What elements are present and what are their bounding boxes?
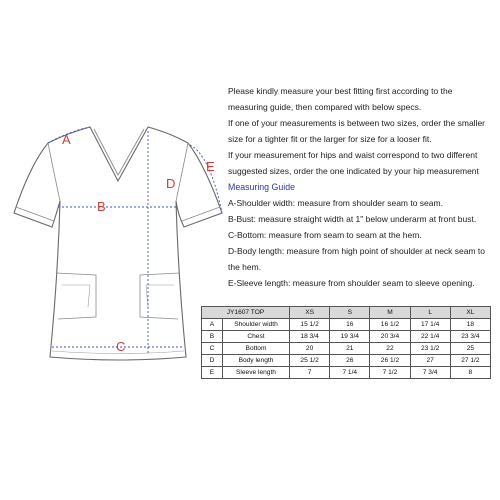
table-cell: 20 [290,343,330,355]
table-cell: 20 3/4 [370,331,410,343]
table-cell: 18 [450,319,490,331]
table-row [202,367,491,379]
table-cell: 7 [290,367,330,379]
label-e: E [206,159,215,174]
table-cell: 16 [330,319,370,331]
guide-line-d-continued: the hem. [228,262,262,272]
row-code: C [202,343,223,355]
table-header-row [202,307,491,319]
row-code: A [202,319,223,331]
table-cell: 7 1/2 [370,367,410,379]
measuring-instructions [228,83,493,291]
label-d: D [166,176,176,191]
row-code: E [202,367,223,379]
guide-line-b: B-Bust: measure straight width at 1" below underarm at front bust. [228,214,477,224]
table-cell: 21 [330,343,370,355]
instruction-line: size for a tighter fit or the larger for size for a looser fit. [228,134,432,144]
table-cell: 17 1/4 [410,319,450,331]
table-cell: 16 1/2 [370,319,410,331]
table-cell: 8 [450,367,490,379]
table-row [202,331,491,343]
row-measurement-name: Bottom [223,343,290,355]
table-row [202,355,491,367]
row-measurement-name: Sleeve length [223,367,290,379]
table-cell: 27 [410,355,450,367]
style-number-header: JY1607 TOP [202,307,290,319]
table-cell: 22 [370,343,410,355]
measuring-guide-heading: Measuring Guide [228,182,295,192]
table-cell: 27 1/2 [450,355,490,367]
row-measurement-name: Chest [223,331,290,343]
table-cell: 22 1/4 [410,331,450,343]
scrub-top-diagram [0,95,235,395]
size-chart-table [201,306,491,379]
scrub-top-drawing [0,95,235,395]
table-cell: 25 [450,343,490,355]
guide-line-e: E-Sleeve length: measure from shoulder seam to sleeve opening. [228,278,475,288]
table-cell: 15 1/2 [290,319,330,331]
table-cell: 26 1/2 [370,355,410,367]
instruction-line: Please kindly measure your best fitting first according to the [228,86,453,96]
table-cell: 18 3/4 [290,331,330,343]
size-header-xl: XL [450,307,490,319]
instruction-line: measuring guide, then compared with below specs. [228,102,422,112]
guide-line-d: D-Body length: measure from high point of shoulder at neck seam to [228,246,486,256]
guide-line-a: A-Shoulder width: measure from shoulder seam to seam. [228,198,443,208]
size-header-s: S [330,307,370,319]
table-cell: 7 1/4 [330,367,370,379]
table-cell: 23 3/4 [450,331,490,343]
table-cell: 25 1/2 [290,355,330,367]
label-c: C [116,339,126,354]
size-header-xs: XS [290,307,330,319]
row-code: B [202,331,223,343]
row-measurement-name: Body length [223,355,290,367]
label-b: B [97,199,106,214]
row-code: D [202,355,223,367]
table-cell: 26 [330,355,370,367]
table-row [202,319,491,331]
shirt-outline [14,127,222,360]
instruction-line: suggested sizes, order the one indicated by your hip measurement [228,166,479,176]
table-cell: 19 3/4 [330,331,370,343]
size-header-m: M [370,307,410,319]
row-measurement-name: Shoulder width [223,319,290,331]
instruction-line: If one of your measurements is between two sizes, order the smaller [228,118,486,128]
label-a: A [62,132,71,147]
table-cell: 23 1/2 [410,343,450,355]
instruction-line: If your measurement for hips and waist correspond to two different [228,150,478,160]
guide-line-c: C-Bottom: measure from seam to seam at the hem. [228,230,422,240]
size-header-l: L [410,307,450,319]
table-row [202,343,491,355]
table-cell: 7 3/4 [410,367,450,379]
